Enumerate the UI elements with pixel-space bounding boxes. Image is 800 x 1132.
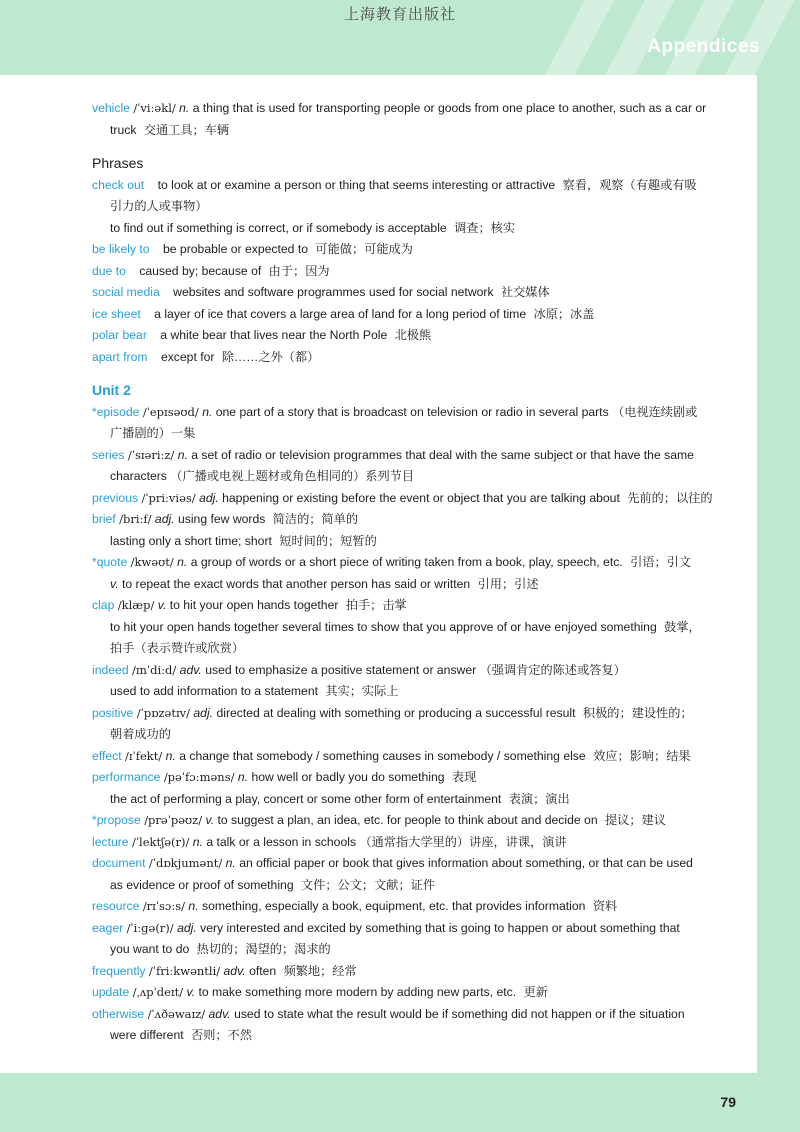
phonetic: /ˈdɒkjumənt/ bbox=[148, 856, 223, 870]
definition: to make something more modern by adding new parts, etc. bbox=[198, 985, 517, 999]
translation: 可能做；可能成为 bbox=[315, 242, 413, 256]
definition: a layer of ice that covers a large area of land for a long period of time bbox=[154, 306, 527, 321]
footer-band bbox=[0, 1073, 800, 1132]
entry-document bbox=[92, 853, 732, 875]
definition: you want to do bbox=[110, 942, 190, 956]
entry-series bbox=[92, 445, 732, 467]
definition: characters bbox=[110, 469, 167, 483]
definition: caused by; because of bbox=[139, 263, 262, 278]
headword: effect bbox=[92, 748, 122, 763]
translation: 引力的人或事物） bbox=[110, 199, 208, 213]
part-of-speech: adv. bbox=[208, 1006, 231, 1021]
unit-heading: Unit 2 bbox=[92, 382, 131, 398]
entry-indeed bbox=[92, 660, 732, 682]
headword: *episode bbox=[92, 404, 140, 419]
phonetic: /klæp/ bbox=[117, 598, 155, 612]
definition: to hit your open hands together several times to show that you approve of or have enjoyed something bbox=[110, 619, 657, 634]
phrase-be-likely-to bbox=[92, 239, 732, 261]
definition: to repeat the exact words that another person has said or written bbox=[121, 576, 471, 591]
definition: a thing that is used for transporting people or goods from one place to another, such as a car or bbox=[192, 101, 707, 115]
part-of-speech: adj. bbox=[193, 705, 214, 720]
definition: lasting only a short time; short bbox=[110, 533, 272, 548]
translation: 否则；不然 bbox=[191, 1028, 252, 1042]
phrases-heading: Phrases bbox=[92, 155, 144, 171]
translation: 拍手（表示赞许或欣赏） bbox=[110, 641, 245, 655]
phrase-social-media bbox=[92, 282, 732, 304]
entry-positive bbox=[92, 703, 732, 725]
phonetic: /rɪˈsɔːs/ bbox=[142, 899, 186, 913]
definition: a set of radio or television programmes that deal with the same subject or that have the same bbox=[191, 447, 694, 462]
translation: 除……之外（都） bbox=[221, 349, 320, 364]
part-of-speech: n. bbox=[225, 856, 236, 870]
part-of-speech: adj. bbox=[177, 920, 197, 935]
glossary-content bbox=[92, 98, 732, 1047]
headword: indeed bbox=[92, 662, 129, 677]
definition: a change that somebody / something causes in somebody / something else bbox=[179, 748, 586, 763]
definition: using few words bbox=[177, 512, 266, 526]
part-of-speech: adj. bbox=[154, 512, 175, 526]
phonetic: /ˈiːɡə(r)/ bbox=[126, 920, 174, 935]
phonetic: /ˈepɪsəʊd/ bbox=[142, 404, 199, 419]
headword: lecture bbox=[92, 834, 129, 849]
translation: 频繁地；经常 bbox=[283, 963, 357, 978]
definition: one part of a story that is broadcast on television or radio in several parts bbox=[215, 404, 609, 419]
definition: something, especially a book, equipment, etc. that provides information bbox=[201, 899, 586, 913]
definition: to hit your open hands together bbox=[169, 598, 339, 612]
headword: positive bbox=[92, 705, 134, 720]
definition: as evidence or proof of something bbox=[110, 877, 294, 892]
entry-frequently bbox=[92, 961, 732, 983]
phonetic: /ɪˈfekt/ bbox=[124, 748, 163, 763]
phrase-term: social media bbox=[92, 285, 160, 299]
translation: 广播剧的）一集 bbox=[110, 426, 196, 440]
publisher-name: 上海教育出版社 bbox=[343, 6, 456, 23]
phonetic: /ˈfriːkwəntli/ bbox=[148, 963, 221, 978]
part-of-speech: v. bbox=[157, 598, 167, 612]
part-of-speech: adv. bbox=[179, 662, 202, 677]
translation: 热切的；渴望的；渴求的 bbox=[196, 942, 331, 956]
entry-otherwise-cont bbox=[92, 1025, 732, 1047]
part-of-speech: n. bbox=[202, 404, 213, 419]
definition: an official paper or book that gives information about something, or that can be used bbox=[239, 856, 693, 870]
phrase-ice-sheet bbox=[92, 304, 732, 326]
entry-performance-sense2 bbox=[92, 789, 732, 811]
part-of-speech: v. bbox=[186, 985, 196, 999]
headword: *propose bbox=[92, 813, 141, 827]
entry-positive-cont bbox=[92, 724, 732, 746]
phonetic: /ˈpriːviəs/ bbox=[141, 490, 196, 505]
translation: 短时间的；短暂的 bbox=[279, 533, 377, 548]
definition: the act of performing a play, concert or some other form of entertainment bbox=[110, 791, 502, 806]
translation: 鼓掌， bbox=[664, 619, 701, 634]
translation: 由于；因为 bbox=[268, 263, 330, 278]
definition: a group of words or a short piece of writing taken from a book, play, speech, etc. bbox=[190, 555, 623, 569]
headword: frequently bbox=[92, 963, 146, 978]
definition: how well or badly you do something bbox=[251, 770, 445, 784]
entry-episode bbox=[92, 402, 732, 424]
part-of-speech: v. bbox=[205, 813, 215, 827]
entry-brief bbox=[92, 509, 732, 531]
definition: very interested and excited by something that is going to happen or about something that bbox=[200, 920, 680, 935]
definition: were different bbox=[110, 1028, 184, 1042]
translation: 文件；公文；文献；证件 bbox=[301, 877, 436, 892]
headword: resource bbox=[92, 899, 140, 913]
translation: 先前的；以往的 bbox=[627, 490, 713, 505]
headword: update bbox=[92, 985, 130, 999]
phrase-check-out-sense2 bbox=[92, 218, 732, 240]
translation: 朝着成功的 bbox=[110, 727, 171, 741]
entry-propose bbox=[92, 810, 732, 832]
part-of-speech: n. bbox=[179, 101, 190, 115]
headword: eager bbox=[92, 920, 124, 935]
translation: 资料 bbox=[592, 899, 618, 913]
side-strip bbox=[757, 75, 800, 1073]
phrase-term: be likely to bbox=[92, 242, 150, 256]
part-of-speech: adv. bbox=[223, 963, 246, 978]
part-of-speech: n. bbox=[188, 899, 199, 913]
definition: happening or existing before the event or object that you are talking about bbox=[222, 490, 620, 505]
translation: 交通工具；车辆 bbox=[143, 122, 230, 137]
definition: websites and software programmes used for social network bbox=[173, 285, 494, 299]
definition: a white bear that lives near the North Pole bbox=[160, 328, 388, 342]
translation: 引语；引文 bbox=[630, 555, 692, 569]
translation: 北极熊 bbox=[394, 328, 432, 342]
translation: 察看，观察（有趣或有吸 bbox=[562, 177, 697, 192]
phonetic: /ɪnˈdiːd/ bbox=[132, 662, 177, 677]
phrase-check-out-cont bbox=[92, 196, 732, 218]
phrase-check-out bbox=[92, 175, 732, 197]
definition: used to emphasize a positive statement or answer bbox=[205, 662, 477, 677]
headword: performance bbox=[92, 770, 161, 784]
definition: to suggest a plan, an idea, etc. for people to think about and decide on bbox=[217, 813, 598, 827]
translation: 简洁的；简单的 bbox=[272, 512, 359, 526]
definition: be probable or expected to bbox=[162, 242, 308, 256]
headword: brief bbox=[92, 512, 116, 526]
translation: 冰原；冰盖 bbox=[533, 306, 595, 321]
entry-performance bbox=[92, 767, 732, 789]
translation: 拍手；击掌 bbox=[345, 598, 407, 612]
entry-eager bbox=[92, 918, 732, 940]
headword: series bbox=[92, 447, 125, 462]
translation: 调查；核实 bbox=[454, 220, 516, 235]
phrase-apart-from bbox=[92, 347, 732, 369]
translation: 表现 bbox=[451, 770, 477, 784]
phonetic: /ˈpɒzətɪv/ bbox=[136, 705, 191, 720]
definition: directed at dealing with something or producing a successful result bbox=[216, 705, 576, 720]
phonetic: /ˈsɪəriːz/ bbox=[127, 447, 175, 462]
translation: 表演；演出 bbox=[508, 791, 570, 806]
translation: （强调肯定的陈述或答复） bbox=[479, 662, 626, 677]
phrase-term: polar bear bbox=[92, 328, 147, 342]
translation: 积极的；建设性的； bbox=[582, 705, 693, 720]
entry-series-cont bbox=[92, 466, 732, 488]
entry-vehicle-cont bbox=[92, 120, 732, 142]
phonetic: /kwəʊt/ bbox=[130, 555, 174, 569]
translation: （通常指大学里的）讲座，讲课，演讲 bbox=[359, 834, 567, 849]
phonetic: /prəˈpəʊz/ bbox=[144, 813, 203, 827]
entry-clap bbox=[92, 595, 732, 617]
headword: *quote bbox=[92, 555, 128, 569]
entry-effect bbox=[92, 746, 732, 768]
part-of-speech: n. bbox=[165, 748, 176, 763]
phonetic: /ˈviːəkl/ bbox=[133, 101, 176, 115]
entry-quote-sense2 bbox=[92, 574, 732, 596]
part-of-speech: adj. bbox=[199, 490, 219, 505]
part-of-speech: v. bbox=[110, 576, 119, 591]
definition: used to state what the result would be if something did not happen or if the situation bbox=[234, 1006, 685, 1021]
page-number: 79 bbox=[720, 1094, 736, 1110]
definition: to find out if something is correct, or if somebody is acceptable bbox=[110, 220, 447, 235]
translation: 提议；建议 bbox=[605, 813, 666, 827]
headword: document bbox=[92, 856, 146, 870]
phrase-term: check out bbox=[92, 177, 145, 192]
phonetic: /ˈʌðəwaɪz/ bbox=[147, 1006, 206, 1021]
translation: 社交媒体 bbox=[500, 285, 550, 299]
phonetic: /ˈlektʃə(r)/ bbox=[131, 834, 190, 849]
entry-episode-cont bbox=[92, 423, 732, 445]
phonetic: /pəˈfɔːməns/ bbox=[163, 770, 235, 784]
entry-clap-cont bbox=[92, 638, 732, 660]
phonetic: /ˌʌpˈdeɪt/ bbox=[132, 985, 184, 999]
definition: often bbox=[249, 963, 277, 978]
definition: except for bbox=[160, 349, 215, 364]
phrase-term: apart from bbox=[92, 349, 148, 364]
entry-lecture bbox=[92, 832, 732, 854]
definition: truck bbox=[110, 122, 137, 137]
translation: 效应；影响；结果 bbox=[593, 748, 691, 763]
headword: otherwise bbox=[92, 1006, 145, 1021]
translation: 引用；引述 bbox=[477, 576, 539, 591]
part-of-speech: n. bbox=[237, 770, 249, 784]
translation: 其实；实际上 bbox=[325, 684, 399, 698]
phrase-term: ice sheet bbox=[92, 306, 141, 321]
section-label: Appendices bbox=[647, 36, 760, 57]
headword: vehicle bbox=[92, 101, 130, 115]
phrase-polar-bear bbox=[92, 325, 732, 347]
entry-indeed-sense2 bbox=[92, 681, 732, 703]
entry-clap-sense2 bbox=[92, 617, 732, 639]
entry-update bbox=[92, 982, 732, 1004]
phrase-term: due to bbox=[92, 263, 126, 278]
entry-document-cont bbox=[92, 875, 732, 897]
definition: a talk or a lesson in schools bbox=[206, 834, 357, 849]
translation: （广播或电视上题材或角色相同的）系列节目 bbox=[170, 469, 415, 483]
part-of-speech: n. bbox=[177, 555, 188, 569]
entry-previous bbox=[92, 488, 732, 510]
part-of-speech: n. bbox=[177, 447, 188, 462]
entry-otherwise bbox=[92, 1004, 732, 1026]
entry-vehicle bbox=[92, 98, 732, 120]
phonetic: /briːf/ bbox=[119, 512, 152, 526]
part-of-speech: n. bbox=[192, 834, 203, 849]
phrase-due-to bbox=[92, 261, 732, 283]
headword: previous bbox=[92, 490, 139, 505]
entry-resource bbox=[92, 896, 732, 918]
headword: clap bbox=[92, 598, 115, 612]
entry-brief-sense2 bbox=[92, 531, 732, 553]
entry-eager-cont bbox=[92, 939, 732, 961]
definition: to look at or examine a person or thing that seems interesting or attractive bbox=[157, 177, 556, 192]
entry-quote bbox=[92, 552, 732, 574]
translation: 更新 bbox=[523, 985, 548, 999]
translation: （电视连续剧或 bbox=[612, 404, 698, 419]
definition: used to add information to a statement bbox=[110, 684, 318, 698]
